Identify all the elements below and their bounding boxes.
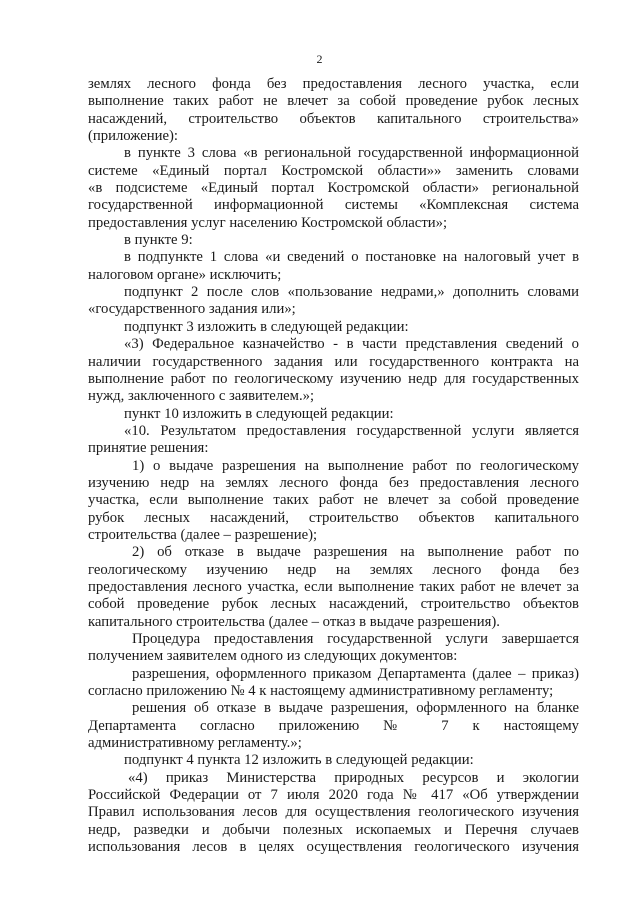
text-line: Российской Федерации от 7 июля 2020 года № 417 «Об утверждении [88, 787, 579, 804]
text-line: подпункт 2 после слов «пользование недрами,» дополнить словами [124, 284, 579, 301]
text-line: геологическому изучению недр на землях лесного фонда без [88, 561, 579, 578]
text-line: капитального строительства (далее – отказ в выдаче разрешения). [88, 613, 500, 630]
text-line: решения об отказе в выдаче разрешения, оформленного на бланке [132, 700, 579, 717]
text-line: использования лесов в целях осуществления геологического изучения [88, 839, 579, 856]
text-line: предоставления услуг населению Костромской области»; [88, 214, 448, 231]
text-line: Правил использования лесов для осуществления геологического изучения [88, 804, 579, 821]
text-line: «в подсистеме «Единый портал Костромской области» региональной [88, 180, 579, 197]
text-line: изучению недр на землях лесного фонда без предоставления лесного [88, 474, 579, 491]
text-line: выполнение работ по геологическому изучению недр для государственных [88, 370, 579, 387]
text-line: получением заявителем одного из следующих документов: [88, 648, 458, 665]
text-line: предоставления лесного участка, если выполнение таких работ не влечет за [88, 578, 579, 595]
text-line: «государственного задания или»; [88, 301, 296, 318]
text-line: в пункте 3 слова «в региональной государственной информационной [124, 145, 579, 162]
text-line: подпункт 4 пункта 12 изложить в следующей редакции: [124, 752, 474, 769]
text-line: рубок лесных насаждений, строительство объектов капитального [88, 509, 579, 526]
document-body [88, 76, 579, 856]
text-line: насаждений, строительство объектов капитального строительства» [88, 110, 579, 127]
text-line: 2) об отказе в выдаче разрешения на выполнение работ по [132, 544, 579, 561]
text-line: наличии государственного задания или государственного контракта на [88, 353, 579, 370]
text-line: 1) о выдаче разрешения на выполнение работ по геологическому [132, 457, 579, 474]
text-line: нужд, заключенного с заявителем.»; [88, 388, 315, 405]
page-number: 2 [316, 52, 323, 66]
text-line: системе «Единый портал Костромской области»» заменить словами [88, 162, 579, 179]
text-line: недр, разведки и добычи полезных ископаемых и Перечня случаев [88, 821, 579, 838]
text-line: участка, если выполнение таких работ не влечет за собой проведение [88, 492, 579, 509]
text-line: налоговом органе» исключить; [88, 266, 282, 283]
text-line: в подпункте 1 слова «и сведений о постановке на налоговый учет в [124, 249, 579, 266]
text-line: «10. Результатом предоставления государственной услуги является [124, 422, 579, 439]
text-line: Департамента согласно приложению № 7 к настоящему [88, 717, 579, 734]
text-line: «3) Федеральное казначейство - в части представления сведений о [124, 336, 579, 353]
text-line: (приложение): [88, 128, 178, 145]
text-line: строительства (далее – разрешение); [88, 526, 318, 543]
text-line: пункт 10 изложить в следующей редакции: [124, 405, 394, 422]
text-line: собой проведение рубок лесных насаждений, строительство объектов [88, 596, 579, 613]
text-line: разрешения, оформленного приказом Департамента (далее – приказ) [132, 665, 579, 682]
text-line: согласно приложению № 4 к настоящему административному регламенту; [88, 683, 554, 700]
text-line: выполнение таких работ не влечет за собой проведение рубок лесных [88, 93, 579, 110]
text-line: в пункте 9: [124, 232, 193, 249]
text-line: землях лесного фонда без предоставления лесного участка, если [88, 76, 579, 92]
text-line: Процедура предоставления государственной услуги завершается [132, 631, 579, 647]
text-line: принятие решения: [88, 440, 209, 457]
text-line: административному регламенту.»; [88, 735, 302, 752]
text-line: подпункт 3 изложить в следующей редакции: [124, 318, 409, 335]
text-line: государственной информационной системы «Комплексная система [88, 197, 579, 214]
text-line: «4) приказ Министерства природных ресурсов и экологии [128, 769, 579, 786]
